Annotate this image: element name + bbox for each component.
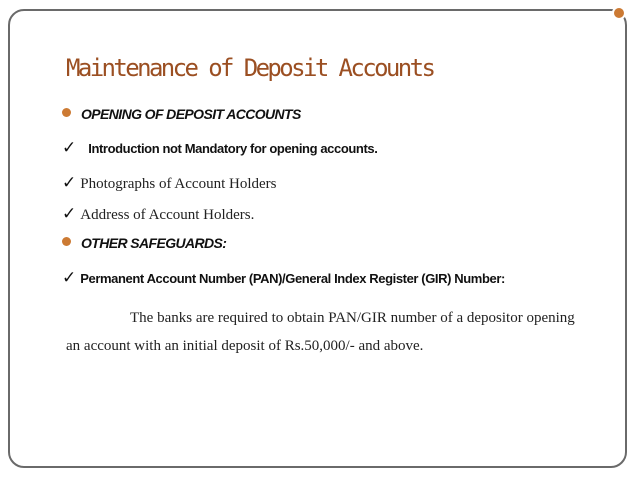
check-item-text: Photographs of Account Holders [80,176,277,192]
bullet-dot-icon [62,108,71,117]
bullet-dot-icon [62,237,71,246]
checkmark-icon: ✓ [62,268,77,287]
corner-accent-dot [612,6,626,20]
bullet-other-safeguards [62,235,226,253]
check-item-pan-gir [62,268,505,288]
slide-title: Maintenance of Deposit Accounts [66,54,434,82]
check-item-text: Address of Account Holders. [80,207,255,223]
checkmark-icon: ✓ [62,173,77,192]
bullet-text: OTHER SAFEGUARDS: [81,235,227,251]
checkmark-icon: ✓ [62,138,77,157]
check-item-text: Introduction not Mandatory for opening accounts. [88,141,378,156]
bullet-text: OPENING OF DEPOSIT ACCOUNTS [81,106,301,122]
check-item-introduction [62,138,377,158]
bullet-opening-deposit-accounts [62,106,301,124]
body-paragraph: The banks are required to obtain PAN/GIR number of a depositor opening an account with an initial deposit of Rs.50,000/- and above. [66,310,575,354]
check-item-photographs [62,173,276,193]
check-item-address [62,204,254,224]
checkmark-icon: ✓ [62,204,77,223]
check-item-text: Permanent Account Number (PAN)/General Index Register (GIR) Number: [80,271,505,286]
